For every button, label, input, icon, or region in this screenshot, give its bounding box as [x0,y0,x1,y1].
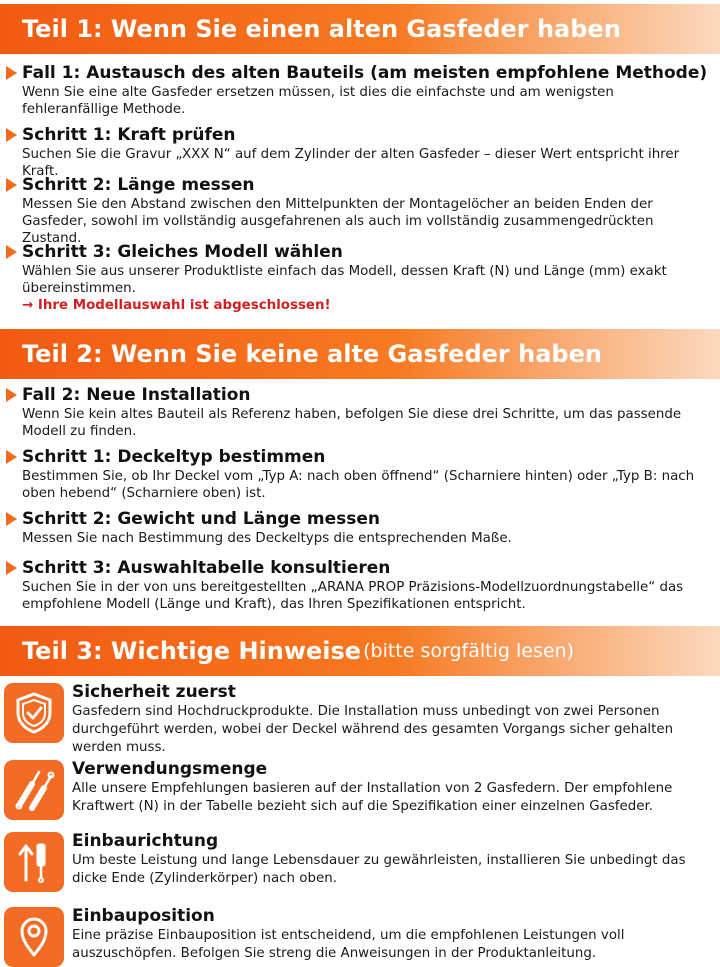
step-text: Bestimmen Sie, ob Ihr Deckel vom „Typ A: nach oben öffnend“ (Scharniere hinten) oder „Typ B: nach oben hebend“ (Scharniere oben) ist. [22,469,695,501]
part1-banner [0,4,720,54]
hint-safety [4,682,720,755]
step-title: Schritt 2: Gewicht und Länge messen [22,509,381,529]
step-title: Schritt 3: Gleiches Modell wählen [22,242,343,262]
triangle-bullet-icon [6,178,17,192]
hint-quantity [4,760,720,820]
triangle-bullet-icon [6,561,17,575]
part2-step1 [6,446,714,502]
step-text: Messen Sie nach Bestimmung des Deckeltyps die entsprechenden Maße. [22,531,512,546]
completion-note: → Ihre Modellauswahl ist abgeschlossen! [22,298,331,313]
part1-step3 [6,241,714,314]
part2-case [6,384,714,440]
triangle-bullet-icon [6,66,17,80]
step-title: Schritt 2: Länge messen [22,175,255,195]
part1-title: Teil 1: Wenn Sie einen alten Gasfeder haben [22,15,621,43]
hint-direction [4,832,720,892]
part3-banner [0,626,720,676]
hint-position [4,907,720,967]
step-title: Schritt 3: Auswahltabelle konsultieren [22,558,391,578]
triangle-bullet-icon [6,128,17,142]
hint-title: Sicherheit zuerst [72,682,236,702]
triangle-bullet-icon [6,512,17,526]
case-title: Fall 2: Neue Installation [22,385,251,405]
shield-check-icon [4,683,64,743]
part2-step2 [6,508,714,547]
case-text: Wenn Sie eine alte Gasfeder ersetzen müssen, ist dies die einfachste und am wenigsten fehleranfällige Methode. [22,85,614,117]
hint-text: Alle unsere Empfehlungen basieren auf der Installation von 2 Gasfedern. Der empfohlene Kraftwert (N) in der Tabelle bezieht sich auf die Spezifikation einer einzelnen Gasfeder. [72,781,673,814]
step-text: Suchen Sie die Gravur „XXX N“ auf dem Zylinder der alten Gasfeder – dieser Wert entspricht ihrer Kraft. [22,147,680,179]
hint-text: Gasfedern sind Hochdruckprodukte. Die Installation muss unbedingt von zwei Personen durchgeführt werden, wobei der Deckel während des gesamten Vorgangs sicher gehalten werden muss. [72,704,674,755]
part1-case [6,62,714,118]
hint-text: Eine präzise Einbauposition ist entscheidend, um die empfohlenen Leistungen voll auszuschöpfen. Befolgen Sie streng die Anweisungen in der Produktanleitung. [72,928,625,961]
triangle-bullet-icon [6,245,17,259]
hint-title: Verwendungsmenge [72,759,268,779]
part2-step3 [6,557,714,613]
case-text: Wenn Sie kein altes Bauteil als Referenz haben, befolgen Sie diese drei Schritte, um das passende Modell zu finden. [22,407,682,439]
location-pin-icon [4,907,64,967]
triangle-bullet-icon [6,450,17,464]
direction-arrow-icon [4,832,64,892]
part2-title: Teil 2: Wenn Sie keine alte Gasfeder haben [22,340,602,368]
hint-title: Einbaurichtung [72,831,219,851]
gas-springs-icon [4,760,64,820]
part1-step1 [6,124,714,180]
hint-title: Einbauposition [72,906,215,926]
part1-step2 [6,174,714,247]
case-title: Fall 1: Austausch des alten Bauteils (am meisten empfohlene Methode) [22,63,708,83]
triangle-bullet-icon [6,388,17,402]
step-text: Wählen Sie aus unserer Produktliste einfach das Modell, dessen Kraft (N) und Länge (mm) exakt übereinstimmen. [22,264,667,296]
step-title: Schritt 1: Deckeltyp bestimmen [22,447,326,467]
hint-text: Um beste Leistung und lange Lebensdauer zu gewährleisten, installieren Sie unbedingt das dicke Ende (Zylinderkörper) nach oben. [72,853,686,886]
part2-banner [0,329,720,379]
step-text: Messen Sie den Abstand zwischen den Mittelpunkten der Montagelöcher an beiden Enden der Gasfeder, sowohl im vollständig ausgefahrenen als auch im vollständig zusammengedrückten Zustand. [22,197,654,246]
step-title: Schritt 1: Kraft prüfen [22,125,236,145]
step-text: Suchen Sie in der von uns bereitgestellten „ARANA PROP Präzisions-Modellzuordnungstabelle“ das empfohlene Modell (Länge und Kraft), das Ihren Spezifikationen entspricht. [22,580,684,612]
part3-subtitle: (bitte sorgfältig lesen) [363,640,574,662]
part3-title: Teil 3: Wichtige Hinweise [22,637,362,665]
